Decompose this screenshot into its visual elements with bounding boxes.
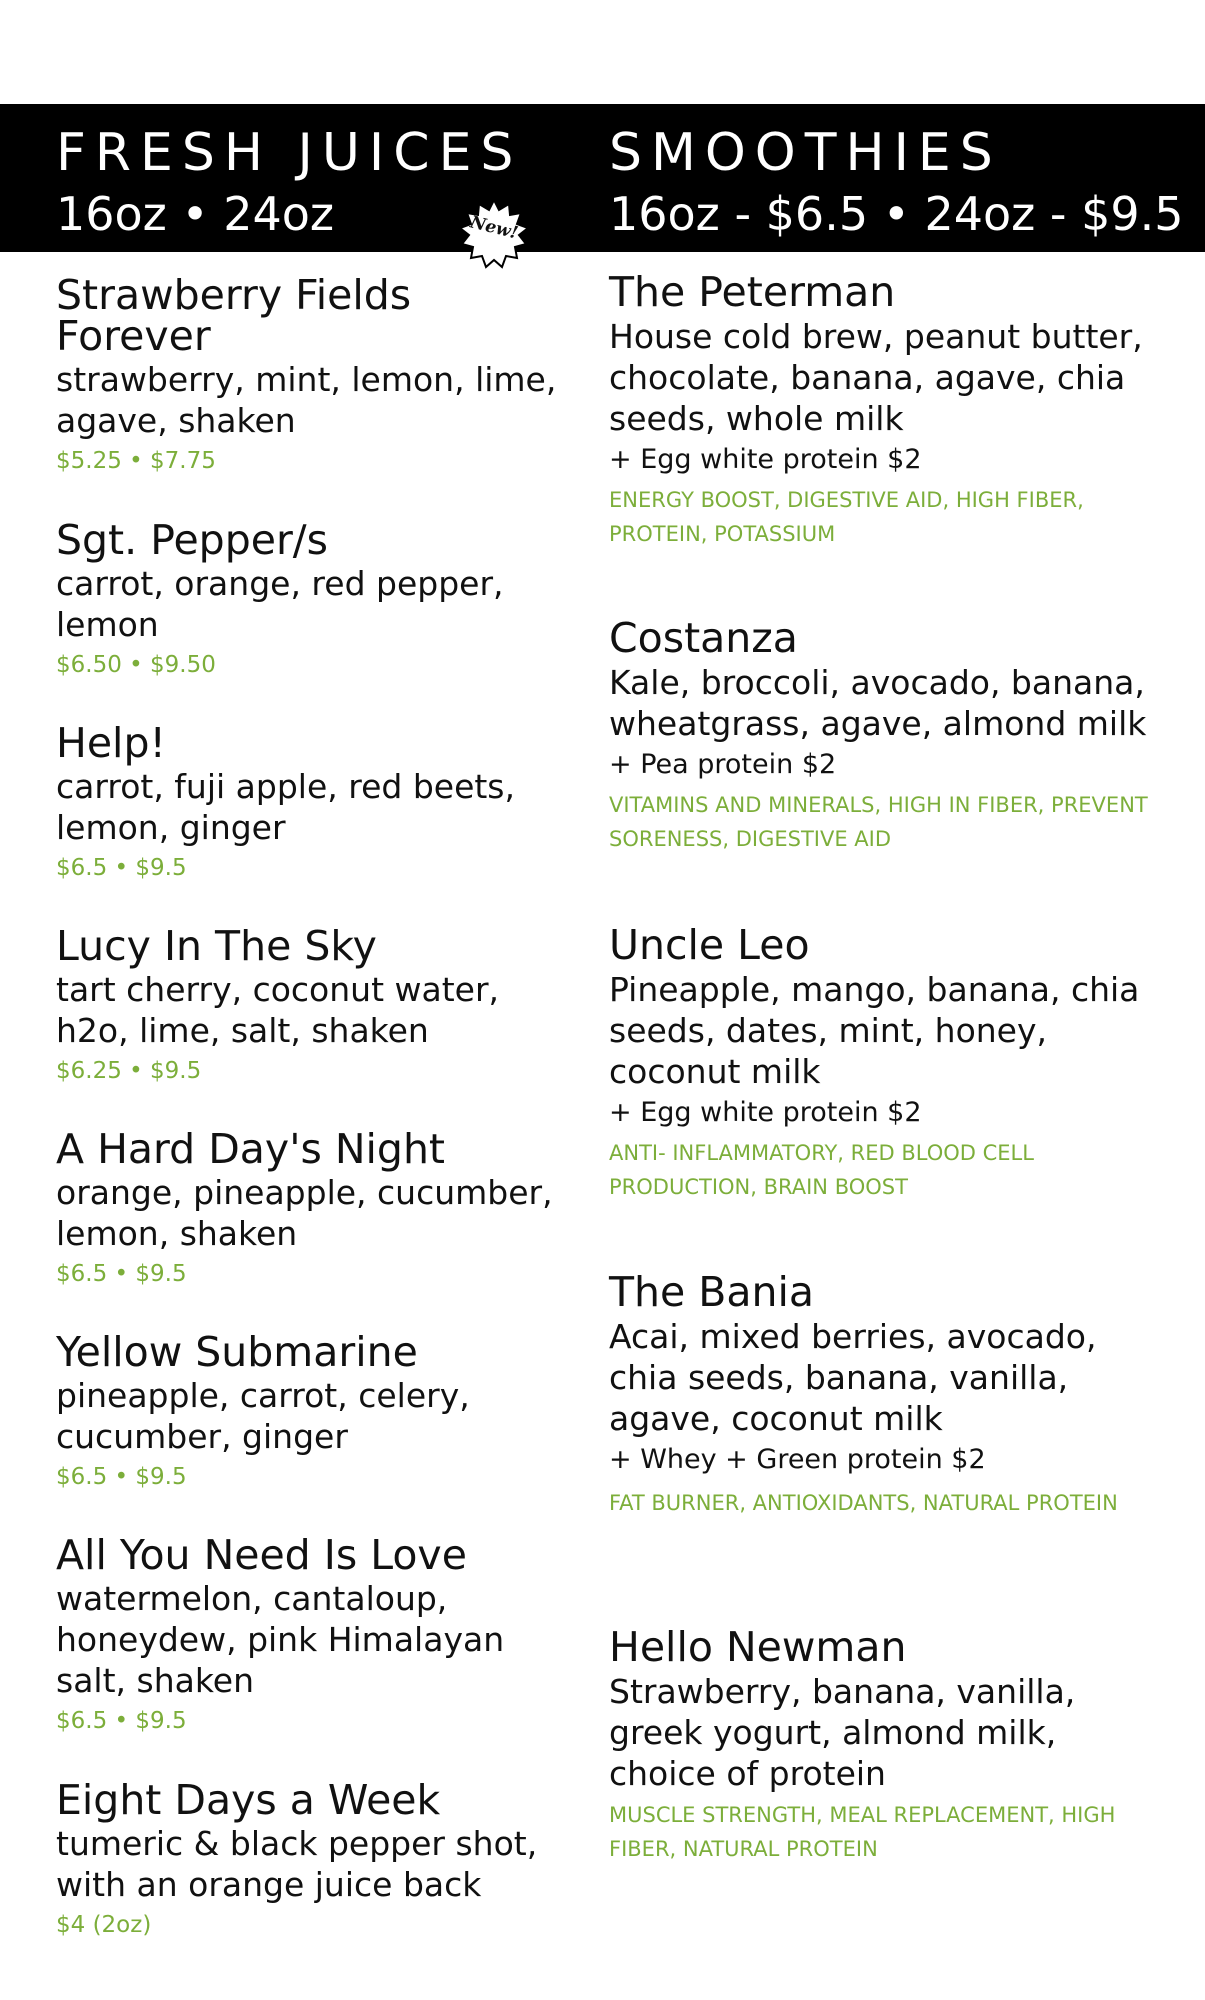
juice-ingredients: pineapple, carrot, celery, cucumber, ginger — [56, 1376, 470, 1456]
juice-name: Help! — [56, 719, 166, 767]
smoothies-title: SMOOTHIES — [609, 123, 1002, 183]
juice-item — [56, 922, 566, 1129]
juice-price: $6.5 • $9.5 — [56, 1464, 187, 1490]
juice-price: $4 (2oz) — [56, 1912, 152, 1938]
smoothie-name: Uncle Leo — [609, 921, 810, 969]
smoothie-item — [609, 1625, 1169, 1866]
juices-title: FRESH JUICES — [56, 123, 523, 183]
smoothie-ingredients: House cold brew, peanut butter, chocolate, banana, agave, chia seeds, whole milk — [609, 317, 1143, 438]
smoothies-list — [609, 270, 1169, 1866]
juice-price: $6.5 • $9.5 — [56, 855, 187, 881]
juice-price: $6.5 • $9.5 — [56, 1708, 187, 1734]
smoothie-addon: + Whey + Green protein $2 — [609, 1444, 986, 1475]
juice-price: $6.50 • $9.50 — [56, 652, 216, 678]
juice-name: All You Need Is Love — [56, 1531, 467, 1579]
menu-header-bar — [0, 104, 1205, 252]
smoothie-benefits: FAT BURNER, ANTIOXIDANTS, NATURAL PROTEIN — [609, 1491, 1118, 1515]
smoothie-addon: + Egg white protein $2 — [609, 1097, 922, 1128]
smoothie-item — [609, 616, 1169, 923]
juice-price: $5.25 • $7.75 — [56, 448, 216, 474]
juice-name: Eight Days a Week — [56, 1776, 441, 1824]
juice-item — [56, 1531, 566, 1780]
smoothie-addon: + Egg white protein $2 — [609, 444, 922, 475]
smoothie-ingredients: Kale, broccoli, avocado, banana, wheatgrass, agave, almond milk — [609, 663, 1147, 743]
juice-price: $6.25 • $9.5 — [56, 1058, 202, 1084]
juice-item — [56, 719, 566, 926]
juice-item — [56, 1776, 566, 1983]
smoothie-name: Costanza — [609, 614, 798, 662]
smoothies-sizes: 16oz - $6.5 • 24oz - $9.5 — [609, 187, 1184, 241]
smoothie-item — [609, 1270, 1169, 1625]
new-badge — [458, 198, 530, 270]
juice-ingredients: tumeric & black pepper shot, with an orange juice back — [56, 1824, 538, 1904]
juice-item — [56, 516, 566, 723]
smoothie-ingredients: Strawberry, banana, vanilla, greek yogurt, almond milk, choice of protein — [609, 1672, 1076, 1793]
smoothie-item — [609, 270, 1169, 616]
juice-name: A Hard Day's Night — [56, 1125, 445, 1173]
smoothie-name: The Peterman — [609, 268, 896, 316]
juice-item — [56, 1328, 566, 1535]
juice-ingredients: watermelon, cantaloup, honeydew, pink Himalayan salt, shaken — [56, 1579, 505, 1700]
smoothie-benefits: VITAMINS AND MINERALS, HIGH IN FIBER, PREVENT SORENESS, DIGESTIVE AID — [609, 793, 1148, 851]
new-badge-label: New! — [468, 212, 520, 244]
smoothie-addon: + Pea protein $2 — [609, 749, 837, 780]
smoothie-ingredients: Acai, mixed berries, avocado, chia seeds, banana, vanilla, agave, coconut milk — [609, 1317, 1097, 1438]
juice-ingredients: tart cherry, coconut water, h2o, lime, salt, shaken — [56, 970, 500, 1050]
smoothie-name: Hello Newman — [609, 1623, 907, 1671]
juice-ingredients: strawberry, mint, lemon, lime, agave, shaken — [56, 360, 557, 440]
smoothie-ingredients: Pineapple, mango, banana, chia seeds, dates, mint, honey, coconut milk — [609, 970, 1140, 1091]
juices-list — [56, 271, 566, 1983]
smoothie-benefits: MUSCLE STRENGTH, MEAL REPLACEMENT, HIGH FIBER, NATURAL PROTEIN — [609, 1803, 1116, 1861]
smoothie-benefits: ENERGY BOOST, DIGESTIVE AID, HIGH FIBER, PROTEIN, POTASSIUM — [609, 488, 1084, 546]
juice-item — [56, 1125, 566, 1332]
juices-header — [56, 122, 522, 242]
juice-ingredients: carrot, fuji apple, red beets, lemon, ginger — [56, 767, 515, 847]
juice-name: Lucy In The Sky — [56, 922, 377, 970]
juice-ingredients: carrot, orange, red pepper, lemon — [56, 564, 504, 644]
smoothie-item — [609, 923, 1169, 1270]
juice-name: Yellow Submarine — [56, 1328, 418, 1376]
juice-ingredients: orange, pineapple, cucumber, lemon, shaken — [56, 1173, 553, 1253]
juice-item — [56, 271, 566, 520]
juices-sizes: 16oz • 24oz — [56, 187, 335, 241]
juice-name: Strawberry Fields Forever — [56, 271, 412, 360]
smoothies-header — [609, 122, 1184, 242]
smoothie-name: The Bania — [609, 1268, 815, 1316]
juice-price: $6.5 • $9.5 — [56, 1261, 187, 1287]
juice-name: Sgt. Pepper/s — [56, 516, 328, 564]
smoothie-benefits: ANTI- INFLAMMATORY, RED BLOOD CELL PRODUCTION, BRAIN BOOST — [609, 1141, 1034, 1199]
